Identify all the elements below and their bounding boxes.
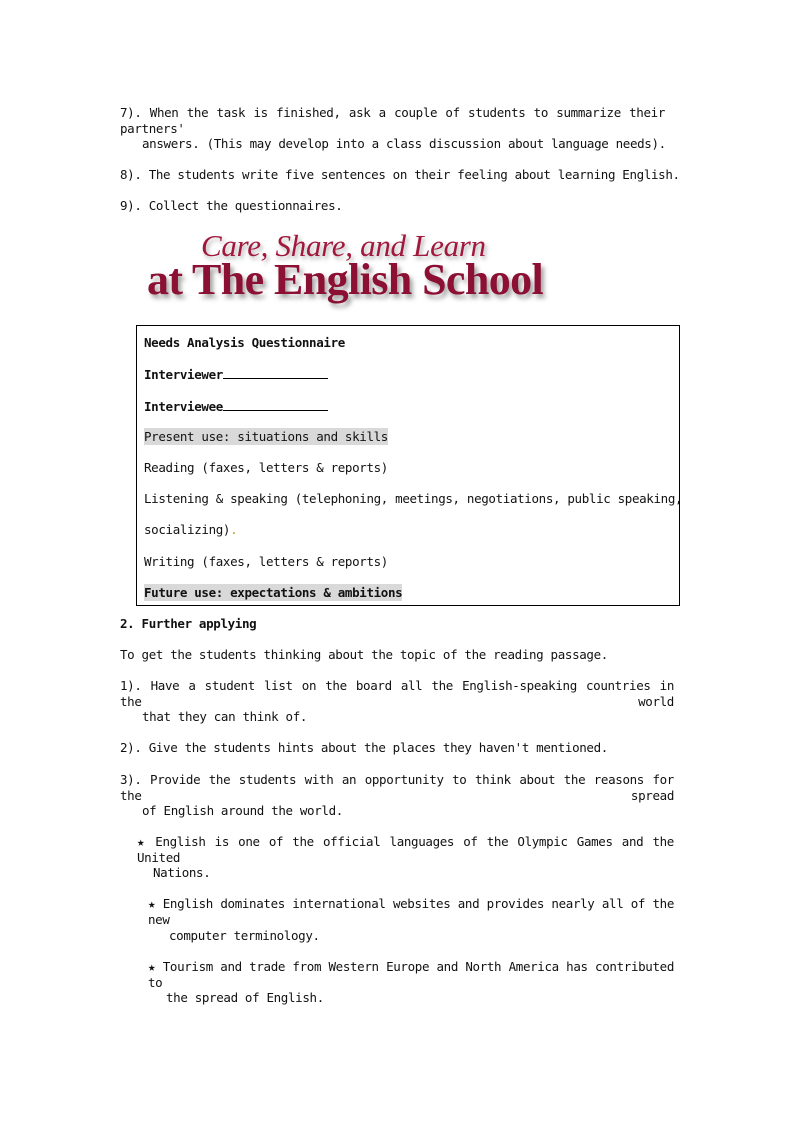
listening-item-line2	[144, 522, 237, 538]
step-3-line1: 3). Provide the students with an opportunity to think about the reasons for the spread	[120, 772, 674, 803]
step-7-line1: 7). When the task is finished, ask a couple of students to summarize their partners'	[120, 105, 665, 136]
future-use-heading: Future use: expectations & ambitions	[144, 585, 403, 600]
present-use-heading: Present use: situations and skills	[144, 429, 388, 444]
listening-item-line1: Listening & speaking (telephoning, meetings, negotiations, public speaking,	[144, 491, 683, 506]
bullet-3-line1: ★ Tourism and trade from Western Europe and North America has contributed to	[148, 959, 674, 990]
section-2-heading: 2. Further applying	[120, 616, 257, 631]
school-banner	[145, 226, 545, 306]
questionnaire-title: Needs Analysis Questionnaire	[144, 335, 345, 350]
bullet-2-line2: computer terminology.	[169, 928, 320, 943]
interviewer-blank	[223, 366, 328, 379]
step-2: 2). Give the students hints about the places they haven't mentioned.	[120, 740, 608, 755]
writing-item: Writing (faxes, letters & reports)	[144, 554, 388, 569]
interviewer-row	[144, 366, 328, 383]
step-9: 9). Collect the questionnaires.	[120, 198, 343, 213]
reading-item: Reading (faxes, letters & reports)	[144, 460, 388, 475]
bullet-1-line2: Nations.	[153, 865, 211, 880]
interviewer-label: Interviewer	[144, 367, 223, 382]
section-2-intro: To get the students thinking about the topic of the reading passage.	[120, 647, 608, 662]
bullet-3-line2: the spread of English.	[166, 990, 324, 1005]
listening-item-period: .	[230, 522, 238, 537]
present-use-row	[144, 429, 388, 445]
step-3-line2: of English around the world.	[142, 803, 343, 818]
bullet-2-line1: ★ English dominates international websites and provides nearly all of the new	[148, 896, 674, 927]
banner-school-name: at The English School	[147, 255, 544, 304]
interviewee-row	[144, 398, 328, 415]
listening-item-text: socializing)	[144, 522, 231, 537]
interviewee-blank	[223, 398, 328, 411]
step-1-line2: that they can think of.	[142, 709, 308, 724]
future-use-row	[144, 585, 402, 601]
interviewee-label: Interviewee	[144, 399, 223, 414]
questionnaire-box	[136, 325, 683, 606]
step-7-line2: answers. (This may develop into a class discussion about language needs).	[142, 136, 666, 151]
bullet-1-line1: ★ English is one of the official languages of the Olympic Games and the United	[137, 834, 674, 865]
step-1-line1: 1). Have a student list on the board all the English-speaking countries in the world	[120, 678, 674, 709]
banner-tagline: Care, Share, and Learn	[201, 228, 486, 263]
step-8: 8). The students write five sentences on their feeling about learning English.	[120, 167, 680, 182]
